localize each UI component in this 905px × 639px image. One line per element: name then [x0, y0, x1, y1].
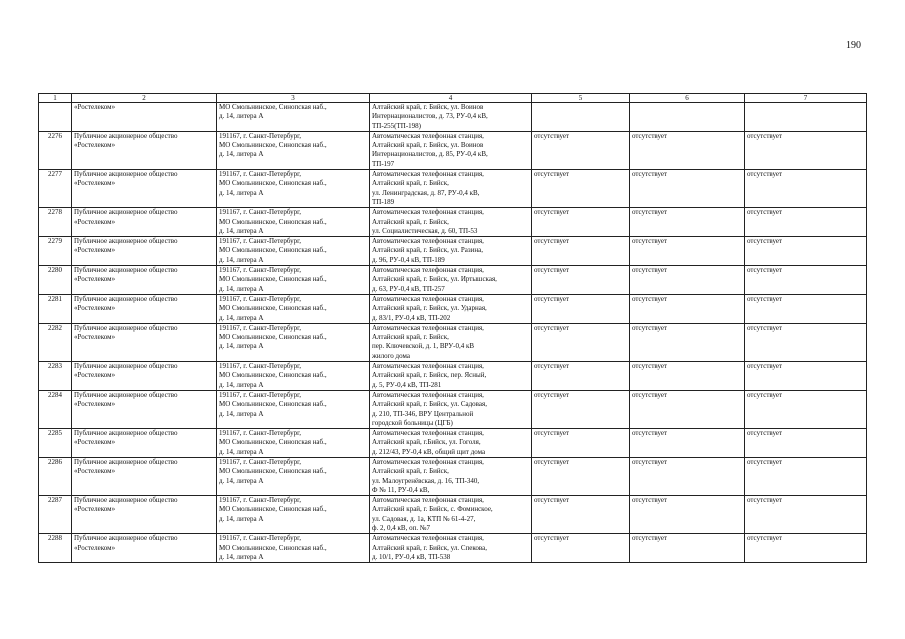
table-row: [39, 534, 867, 563]
column-5-cell: отсутствует: [532, 534, 630, 563]
column-7-cell: отсутствует: [745, 390, 867, 428]
object-cell: Автоматическая телефонная станция, Алтайский край, г. Бийск, ул. Садовая, д. 210, ТП-346, ВРУ Центральной городской больницы (ЦГБ): [370, 390, 532, 428]
column-7-cell: отсутствует: [745, 294, 867, 323]
owner-cell: Публичное акционерное общество «Ростелеком»: [72, 323, 217, 361]
column-6-cell: отсутствует: [630, 323, 745, 361]
object-cell: Автоматическая телефонная станция, Алтайский край, г. Бийск, ул. Малоугренёвская, д. 16, ТП-340, Ф № 11, РУ-0,4 кВ,: [370, 457, 532, 495]
table-row: [39, 457, 867, 495]
column-5-cell: отсутствует: [532, 390, 630, 428]
address-cell: 191167, г. Санкт-Петербург, МО Смольнинское, Синопская наб., д. 14, литера А: [217, 362, 370, 391]
address-cell: 191167, г. Санкт-Петербург, МО Смольнинское, Синопская наб., д. 14, литера А: [217, 237, 370, 266]
address-cell: МО Смольнинское, Синопская наб., д. 14, литера А: [217, 103, 370, 132]
column-7-cell: отсутствует: [745, 266, 867, 295]
column-header: 3: [217, 94, 370, 103]
table-row: [39, 294, 867, 323]
column-7-cell: отсутствует: [745, 457, 867, 495]
owner-cell: Публичное акционерное общество «Ростелеком»: [72, 457, 217, 495]
table-row: [39, 237, 867, 266]
owner-cell: Публичное акционерное общество «Ростелеком»: [72, 237, 217, 266]
column-7-cell: отсутствует: [745, 170, 867, 208]
object-cell: Автоматическая телефонная станция, Алтайский край, г. Бийск, пер. Ключевской, д. 1, ВРУ-0,4 кВ жилого дома: [370, 323, 532, 361]
row-number-cell: 2280: [39, 266, 72, 295]
column-7-cell: отсутствует: [745, 208, 867, 237]
object-cell: Автоматическая телефонная станция, Алтайский край, г.Бийск, ул. Гоголя, д. 212/43, РУ-0,4 кВ, общий щит дома: [370, 429, 532, 458]
column-5-cell: отсутствует: [532, 362, 630, 391]
column-number-row: [39, 94, 867, 103]
row-number-cell: 2277: [39, 170, 72, 208]
address-cell: 191167, г. Санкт-Петербург, МО Смольнинское, Синопская наб., д. 14, литера А: [217, 208, 370, 237]
row-number-cell: 2286: [39, 457, 72, 495]
row-number-cell: [39, 103, 72, 132]
column-5-cell: отсутствует: [532, 170, 630, 208]
row-number-cell: 2279: [39, 237, 72, 266]
registry-table: [38, 93, 867, 563]
row-number-cell: 2288: [39, 534, 72, 563]
address-cell: 191167, г. Санкт-Петербург, МО Смольнинское, Синопская наб., д. 14, литера А: [217, 294, 370, 323]
owner-cell: Публичное акционерное общество «Ростелеком»: [72, 429, 217, 458]
page-number: 190: [846, 40, 861, 51]
owner-cell: Публичное акционерное общество «Ростелеком»: [72, 390, 217, 428]
object-cell: Алтайский край, г. Бийск, ул. Воинов Интернационалистов, д. 73, РУ-0,4 кВ, ТП-255(ТП-198): [370, 103, 532, 132]
column-header: 4: [370, 94, 532, 103]
column-header: 2: [72, 94, 217, 103]
owner-cell: «Ростелеком»: [72, 103, 217, 132]
owner-cell: Публичное акционерное общество «Ростелеком»: [72, 170, 217, 208]
address-cell: 191167, г. Санкт-Петербург, МО Смольнинское, Синопская наб., д. 14, литера А: [217, 131, 370, 169]
column-5-cell: отсутствует: [532, 208, 630, 237]
owner-cell: Публичное акционерное общество «Ростелеком»: [72, 534, 217, 563]
owner-cell: Публичное акционерное общество «Ростелеком»: [72, 131, 217, 169]
address-cell: 191167, г. Санкт-Петербург, МО Смольнинское, Синопская наб., д. 14, литера А: [217, 496, 370, 534]
row-number-cell: 2284: [39, 390, 72, 428]
table-row: [39, 390, 867, 428]
object-cell: Автоматическая телефонная станция, Алтайский край, г. Бийск, ул. Иртышская, д. 63, РУ-0,4 кВ, ТП-257: [370, 266, 532, 295]
row-number-cell: 2287: [39, 496, 72, 534]
object-cell: Автоматическая телефонная станция, Алтайский край, г. Бийск, ул. Воинов Интернационалистов, д. 85, РУ-0,4 кВ, ТП-197: [370, 131, 532, 169]
address-cell: 191167, г. Санкт-Петербург, МО Смольнинское, Синопская наб., д. 14, литера А: [217, 429, 370, 458]
object-cell: Автоматическая телефонная станция, Алтайский край, г. Бийск, ул. Социалистическая, д. 60, ТП-53: [370, 208, 532, 237]
object-cell: Автоматическая телефонная станция, Алтайский край, г. Бийск, ул. Спекова, д. 10/1, РУ-0,4 кВ, ТП-538: [370, 534, 532, 563]
row-number-cell: 2276: [39, 131, 72, 169]
table-row: [39, 362, 867, 391]
row-number-cell: 2285: [39, 429, 72, 458]
column-6-cell: отсутствует: [630, 294, 745, 323]
column-6-cell: отсутствует: [630, 170, 745, 208]
address-cell: 191167, г. Санкт-Петербург, МО Смольнинское, Синопская наб., д. 14, литера А: [217, 457, 370, 495]
column-7-cell: отсутствует: [745, 131, 867, 169]
owner-cell: Публичное акционерное общество «Ростелеком»: [72, 362, 217, 391]
table-row: [39, 208, 867, 237]
column-7-cell: отсутствует: [745, 323, 867, 361]
object-cell: Автоматическая телефонная станция, Алтайский край, г. Бийск, ул. Ленинградская, д. 87, РУ-0,4 кВ, ТП-189: [370, 170, 532, 208]
row-number-cell: 2278: [39, 208, 72, 237]
row-number-cell: 2281: [39, 294, 72, 323]
column-6-cell: отсутствует: [630, 496, 745, 534]
column-6-cell: отсутствует: [630, 390, 745, 428]
column-6-cell: отсутствует: [630, 429, 745, 458]
column-5-cell: отсутствует: [532, 131, 630, 169]
column-5-cell: отсутствует: [532, 294, 630, 323]
object-cell: Автоматическая телефонная станция, Алтайский край, г. Бийск, ул. Разина, д. 96, РУ-0,4 кВ, ТП-189: [370, 237, 532, 266]
column-5-cell: отсутствует: [532, 429, 630, 458]
column-7-cell: отсутствует: [745, 496, 867, 534]
column-7-cell: отсутствует: [745, 237, 867, 266]
row-number-cell: 2283: [39, 362, 72, 391]
object-cell: Автоматическая телефонная станция, Алтайский край, г. Бийск, ул. Ударная, д. 83/1, РУ-0,4 кВ, ТП-202: [370, 294, 532, 323]
column-6-cell: отсутствует: [630, 534, 745, 563]
column-6-cell: отсутствует: [630, 237, 745, 266]
address-cell: 191167, г. Санкт-Петербург, МО Смольнинское, Синопская наб., д. 14, литера А: [217, 534, 370, 563]
column-header: 1: [39, 94, 72, 103]
owner-cell: Публичное акционерное общество «Ростелеком»: [72, 266, 217, 295]
address-cell: 191167, г. Санкт-Петербург, МО Смольнинское, Синопская наб., д. 14, литера А: [217, 266, 370, 295]
table-row: [39, 103, 867, 132]
address-cell: 191167, г. Санкт-Петербург, МО Смольнинское, Синопская наб., д. 14, литера А: [217, 390, 370, 428]
column-5-cell: отсутствует: [532, 323, 630, 361]
address-cell: 191167, г. Санкт-Петербург, МО Смольнинское, Синопская наб., д. 14, литера А: [217, 170, 370, 208]
column-header: 5: [532, 94, 630, 103]
owner-cell: Публичное акционерное общество «Ростелеком»: [72, 208, 217, 237]
table-row: [39, 266, 867, 295]
column-6-cell: отсутствует: [630, 457, 745, 495]
table-row: [39, 323, 867, 361]
column-5-cell: отсутствует: [532, 496, 630, 534]
column-5-cell: [532, 103, 630, 132]
column-6-cell: отсутствует: [630, 208, 745, 237]
address-cell: 191167, г. Санкт-Петербург, МО Смольнинское, Синопская наб., д. 14, литера А: [217, 323, 370, 361]
column-6-cell: отсутствует: [630, 266, 745, 295]
column-7-cell: отсутствует: [745, 534, 867, 563]
column-7-cell: отсутствует: [745, 429, 867, 458]
owner-cell: Публичное акционерное общество «Ростелеком»: [72, 294, 217, 323]
column-header: 6: [630, 94, 745, 103]
column-7-cell: [745, 103, 867, 132]
object-cell: Автоматическая телефонная станция, Алтайский край, г. Бийск, с. Фоминское, ул. Садовая, д. 1а, КТП № 61-4-27, ф. 2, 0,4 кВ, оп. №7: [370, 496, 532, 534]
owner-cell: Публичное акционерное общество «Ростелеком»: [72, 496, 217, 534]
registry-body: [39, 103, 867, 563]
column-header: 7: [745, 94, 867, 103]
column-6-cell: отсутствует: [630, 362, 745, 391]
column-5-cell: отсутствует: [532, 457, 630, 495]
table-row: [39, 170, 867, 208]
column-6-cell: [630, 103, 745, 132]
table-row: [39, 496, 867, 534]
object-cell: Автоматическая телефонная станция, Алтайский край, г. Бийск, пер. Ясный, д. 5, РУ-0,4 кВ, ТП-281: [370, 362, 532, 391]
column-5-cell: отсутствует: [532, 266, 630, 295]
column-6-cell: отсутствует: [630, 131, 745, 169]
table-row: [39, 131, 867, 169]
column-5-cell: отсутствует: [532, 237, 630, 266]
table-row: [39, 429, 867, 458]
row-number-cell: 2282: [39, 323, 72, 361]
column-7-cell: отсутствует: [745, 362, 867, 391]
